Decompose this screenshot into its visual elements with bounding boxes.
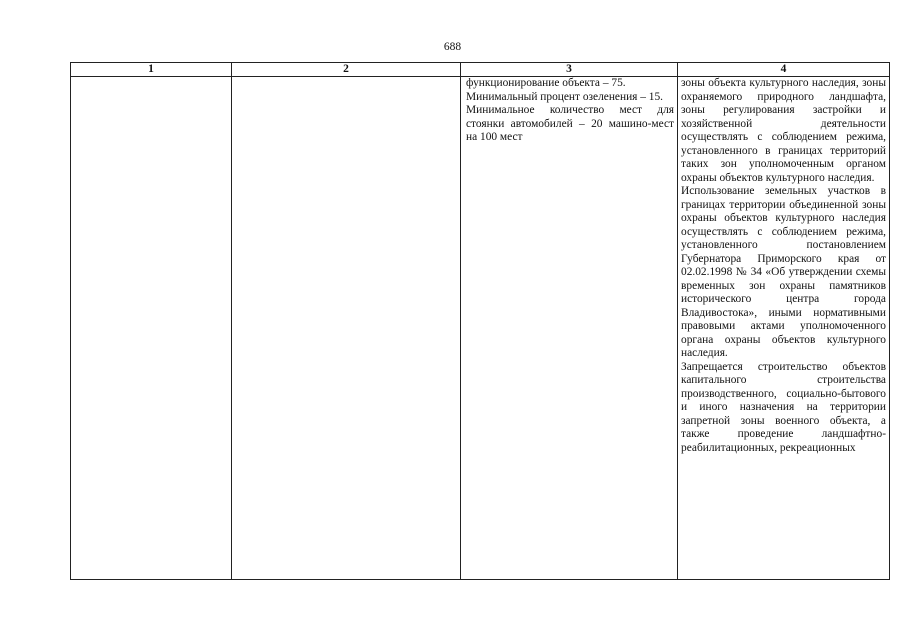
table-row bbox=[71, 77, 890, 580]
document-table bbox=[70, 62, 890, 580]
col4-paragraph: Использование земельных участков в границах территории объединенной зоны охраны объектов культурного наследия осуществлять с соблюдением режима, установленного постановлением Губернатора Приморского края от 02.02.1998 № 34 «Об утверждении схемы временных зон охраны памятников исторического центра города Владивостока», иными нормативными правовыми актами уполномоченного органа охраны объектов культурного наследия. bbox=[681, 185, 886, 359]
col4-paragraph: Запрещается строительство объектов капитального строительства производственного, социально-бытового и иного назначения на территории запретной зоны военного объекта, а также проведение ландшафтно-реабилитационных, рекреационных bbox=[681, 360, 886, 454]
header-row bbox=[71, 63, 890, 77]
cell-col3 bbox=[461, 77, 678, 580]
column-header-2: 2 bbox=[232, 63, 461, 77]
cell-col2 bbox=[232, 77, 461, 580]
column-header-4: 4 bbox=[678, 63, 890, 77]
col3-paragraph: Минимальный процент озеленения – 15. bbox=[466, 90, 664, 103]
cell-col1 bbox=[71, 77, 232, 580]
column-header-3: 3 bbox=[461, 63, 678, 77]
cell-col4 bbox=[678, 77, 890, 580]
page-number: 688 bbox=[443, 41, 462, 53]
col4-paragraph: зоны объекта культурного наследия, зоны охраняемого природного ландшафта, зоны регулирования застройки и хозяйственной деятельности осуществлять с соблюдением режима, установленного в границах территорий таких зон уполномоченным органом охраны объектов культурного наследия. bbox=[681, 77, 886, 184]
col3-paragraph: Минимальное количество мест для стоянки автомобилей – 20 машино-мест на 100 мест bbox=[466, 104, 674, 143]
col3-paragraph: функционирование объекта – 75. bbox=[466, 77, 626, 89]
column-header-1: 1 bbox=[71, 63, 232, 77]
